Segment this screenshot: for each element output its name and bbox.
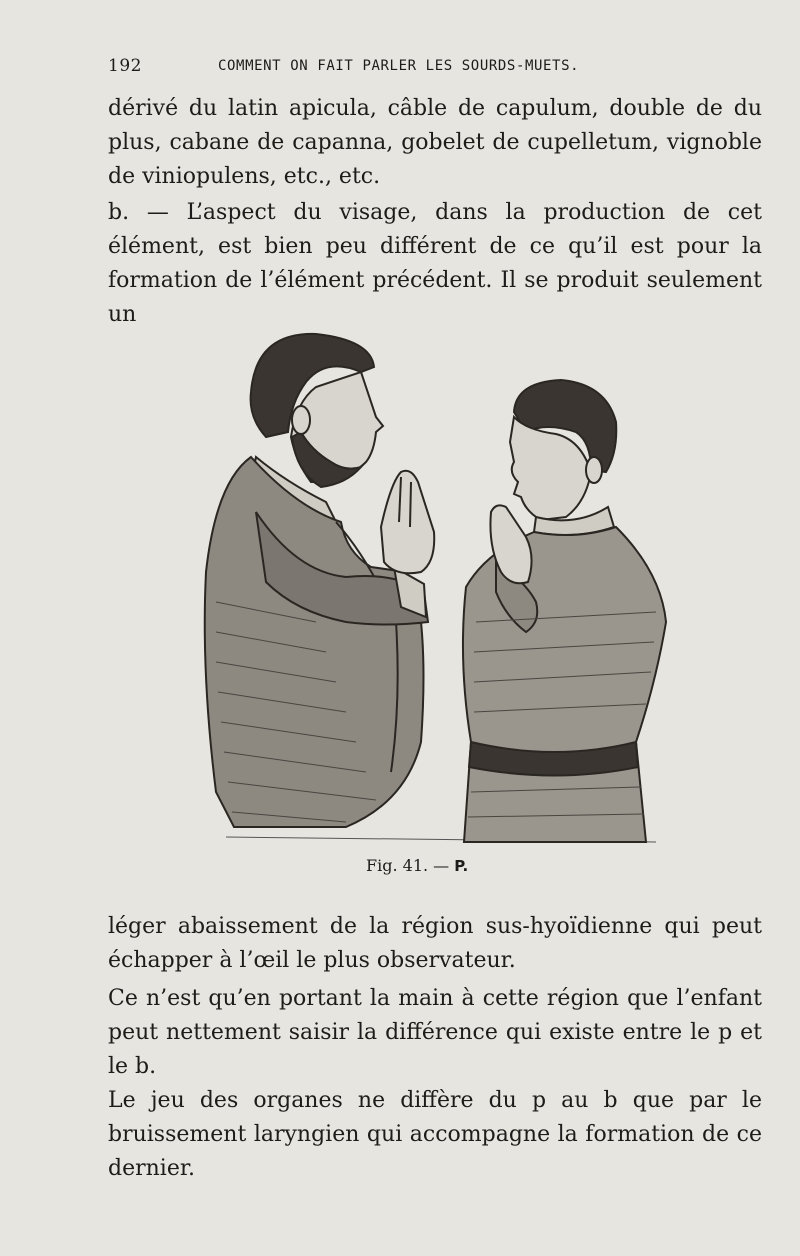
paragraph-4: Ce n’est qu’en portant la main à cette région que l’enfant peut nettement saisir la différence qui existe entre le p et le b. bbox=[108, 986, 762, 1079]
figure-caption bbox=[366, 856, 468, 875]
paragraph-3: léger abaissement de la région sus-hyoïdienne qui peut échapper à l’œil le plus observateur. bbox=[108, 914, 762, 973]
paragraph-1: dérivé du latin apicula, câble de capulum, double de du plus, cabane de capanna, gobelet de cupelletum, vignoble de viniopulens, etc., etc. bbox=[108, 96, 762, 189]
running-title: COMMENT ON FAIT PARLER LES SOURDS-MUETS. bbox=[218, 58, 580, 74]
paragraph-5: Le jeu des organes ne diffère du p au b que par le bruissement laryngien qui accompagne la formation de ce dernier. bbox=[108, 1088, 762, 1181]
caption-letter: P. bbox=[454, 857, 469, 875]
man-illustration bbox=[205, 334, 434, 827]
caption-prefix: Fig. 41. — bbox=[366, 856, 450, 875]
boy-illustration bbox=[463, 380, 666, 842]
paragraph-2: b. — L’aspect du visage, dans la production de cet élément, est bien peu différent de ce qu’il est pour la formation de l’élément précédent. Il se produit seulement un bbox=[108, 200, 762, 327]
running-head bbox=[108, 56, 763, 86]
engraving-figure bbox=[196, 322, 676, 852]
page-number: 192 bbox=[108, 56, 142, 76]
